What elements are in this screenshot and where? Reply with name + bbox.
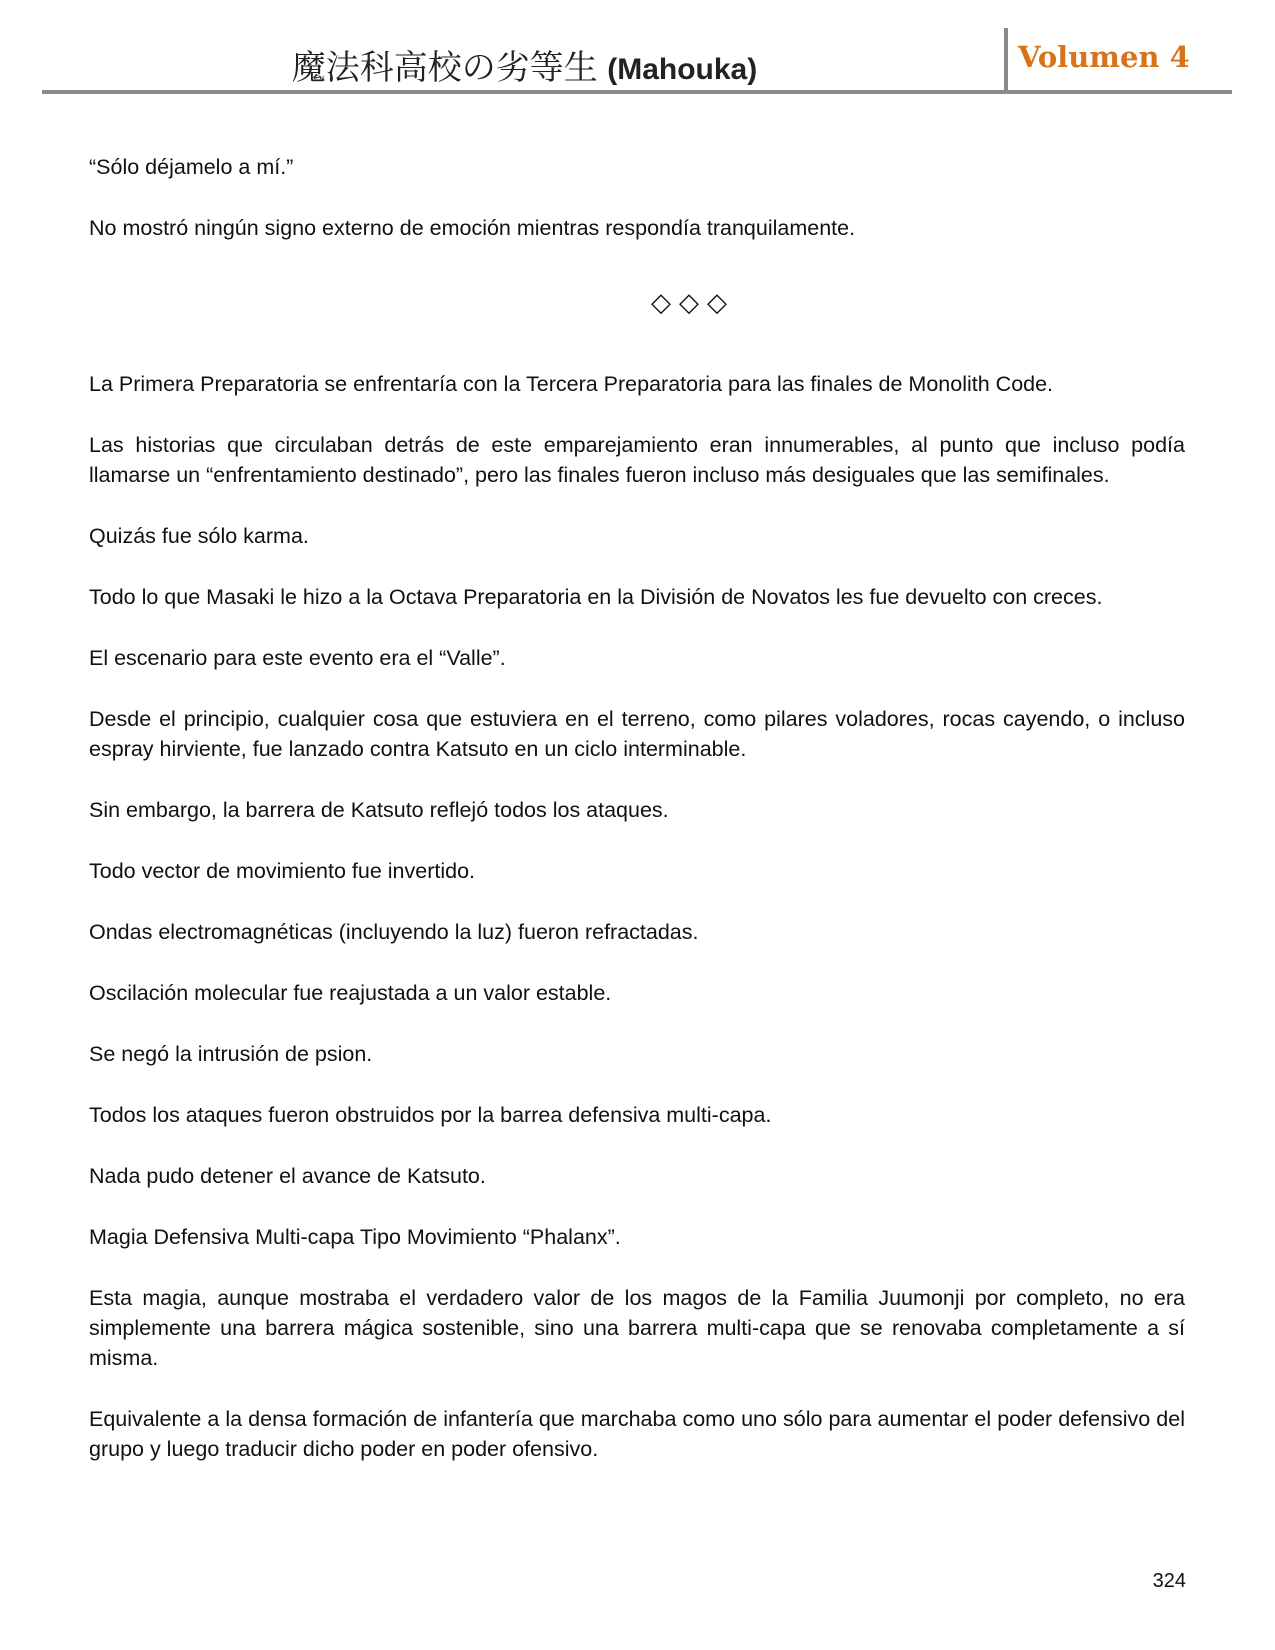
paragraph: Nada pudo detener el avance de Katsuto.	[89, 1164, 486, 1188]
page-body	[89, 152, 1185, 1495]
paragraph: No mostró ningún signo externo de emoción mientras respondía tranquilamente.	[89, 216, 856, 240]
paragraph: Las historias que circulaban detrás de este emparejamiento eran innumerables, al punto que incluso podía llamarse un “enfrentamiento destinado”, pero las finales fueron incluso más desiguales que las semifinales.	[89, 433, 1185, 487]
scene-break-diamonds: ◇◇◇	[651, 287, 735, 317]
paragraph: Todos los ataques fueron obstruidos por la barrea defensiva multi-capa.	[89, 1103, 772, 1127]
paragraph: Magia Defensiva Multi-capa Tipo Movimiento “Phalanx”.	[89, 1225, 621, 1249]
paragraph: Oscilación molecular fue reajustada a un valor estable.	[89, 981, 612, 1005]
paragraph: Todo lo que Masaki le hizo a la Octava Preparatoria en la División de Novatos les fue devuelto con creces.	[89, 585, 1103, 609]
paragraph: El escenario para este evento era el “Valle”.	[89, 646, 506, 670]
page-number: 324	[1152, 1570, 1186, 1592]
volume-label: Volumen 4	[1018, 40, 1190, 74]
paragraph: Se negó la intrusión de psion.	[89, 1042, 373, 1066]
page-header	[42, 28, 1232, 94]
paragraph: Quizás fue sólo karma.	[89, 524, 309, 548]
paragraph: Todo vector de movimiento fue invertido.	[89, 859, 476, 883]
header-divider-vertical	[1004, 28, 1008, 92]
book-title-japanese: 魔法科高校の劣等生	[291, 49, 598, 87]
paragraph: Equivalente a la densa formación de infantería que marchaba como uno sólo para aumentar el poder defensivo del grupo y luego traducir dicho poder en poder ofensivo.	[89, 1407, 1185, 1461]
book-title	[42, 40, 1007, 89]
book-title-latin: (Mahouka)	[607, 53, 758, 86]
paragraph: Ondas electromagnéticas (incluyendo la luz) fueron refractadas.	[89, 920, 699, 944]
header-rule	[42, 90, 1232, 94]
paragraph: Desde el principio, cualquier cosa que estuviera en el terreno, como pilares voladores, rocas cayendo, o incluso espray hirviente, fue lanzado contra Katsuto en un ciclo interminable.	[89, 707, 1185, 761]
paragraph: Sin embargo, la barrera de Katsuto reflejó todos los ataques.	[89, 798, 669, 822]
paragraph: “Sólo déjamelo a mí.”	[89, 155, 294, 179]
paragraph: Esta magia, aunque mostraba el verdadero valor de los magos de la Familia Juumonji por completo, no era simplemente una barrera mágica sostenible, sino una barrera multi-capa que se renovaba completamente a sí misma.	[89, 1286, 1185, 1370]
paragraph: La Primera Preparatoria se enfrentaría con la Tercera Preparatoria para las finales de Monolith Code.	[89, 372, 1054, 396]
